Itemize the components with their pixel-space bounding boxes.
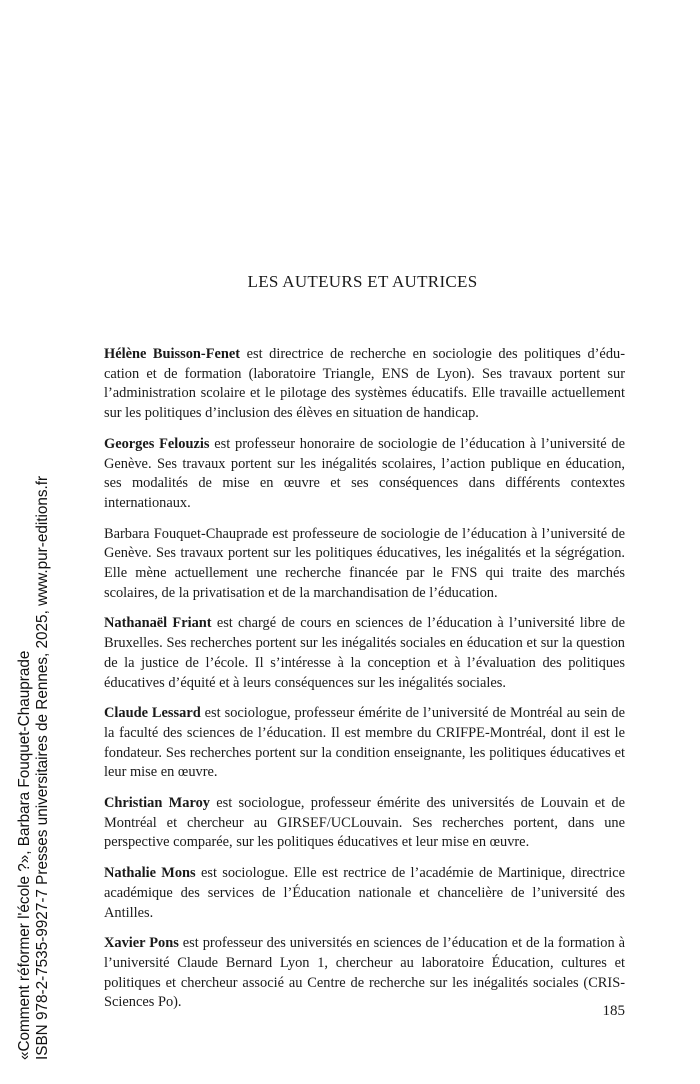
author-name: Christian Maroy: [104, 795, 210, 812]
author-bio: [104, 794, 625, 853]
author-bio: [104, 525, 625, 604]
author-name: Georges Felouzis: [104, 435, 210, 452]
author-name: Nathanaël Friant: [104, 615, 212, 632]
author-bio: [104, 864, 625, 923]
author-name: Hélène Buisson-Fenet: [104, 346, 241, 362]
author-description: est sociologue. Elle est rectrice de l’académie de Martinique, directrice académique des services de l’Éducation nationale et chancelière de l’université des Antilles.: [104, 865, 625, 921]
author-bios: [104, 345, 625, 1024]
author-bio: [104, 704, 625, 783]
author-description: est professeur des universités en sciences de l’éducation et de la formation à l’université Claude Bernard Lyon 1, chercheur au laboratoire Éducation, cultures et politiques et chercheur associé au Centre de recherche sur les inégalités sociales (CRIS-Sciences Po).: [104, 935, 625, 1011]
author-bio: [104, 345, 625, 424]
author-bio: [104, 614, 625, 693]
author-bio: [104, 934, 625, 1013]
author-name: Nathalie Mons: [104, 865, 196, 882]
side-note-line: «Comment réformer l'école ?», Barbara Fouquet-Chauprade: [16, 650, 33, 1060]
author-name: Claude Lessard: [104, 705, 201, 722]
page-number: 185: [602, 1003, 625, 1019]
copyright-side-note: [16, 475, 52, 1060]
author-description: est professeure de sociologie de l’éducation à l’université de Genève. Ses travaux portent sur les politiques éducatives, les inégalités et la ségrégation. Elle mène actuellement une recherche financée par le FNS qui traite des marchés scolaires, de la privatisation et de la marchandisation de l’éducation.: [104, 525, 626, 601]
author-description: est chargé de cours en sciences de l’éducation à l’université libre de Bruxelles. Ses recherches portent sur les inégalités sociales en éducation et sur la question de la justice de l’école. Il s’intéresse à la conception et à l’évaluation des politiques éducatives d’équité et à leurs conséquences sur les inégalités sociales.: [104, 615, 625, 691]
page-title: LES AUTEURS ET AUTRICES: [247, 272, 478, 291]
author-name: Xavier Pons: [104, 935, 179, 952]
author-description: est sociologue, professeur émérite de l’université de Montréal au sein de la faculté des sciences de l’éducation. Il est membre du CRIFPE-Montréal, dont il est le fondateur. Ses recherches portent sur la condition enseignante, les politiques éducatives et leur mise en œuvre.: [104, 705, 625, 781]
author-description: est professeur honoraire de sociologie de l’éducation à l’université de Genève. Ses travaux portent sur les inégalités scolaires, l’action publique en éducation, ses modalités de mise en œuvre et ses conséquences dans différents contextes internationaux.: [104, 435, 625, 511]
side-note-line: ISBN 978-2-7535-9927-7 Presses universitaires de Rennes, 2025, www.pur-editions.fr: [34, 475, 51, 1060]
author-name: Barbara Fouquet-Chauprade: [104, 525, 269, 542]
author-description: est sociologue, professeur émérite des universités de Louvain et de Montréal et chercheur au GIRSEF/UCLouvain. Ses recherches portent, dans une perspective comparée, sur les politiques éducatives et leur mise en œuvre.: [104, 795, 625, 851]
author-description: est directrice de recherche en sociologie des politiques d’éducation et de formation (laboratoire Triangle, ENS de Lyon). Ses travaux portent sur l’administration scolaire et le pilotage des systèmes éducatifs. Elle travaille actuellement sur les politiques d’inclusion des élèves en situation de handicap.: [104, 346, 626, 422]
author-bio: [104, 435, 625, 514]
